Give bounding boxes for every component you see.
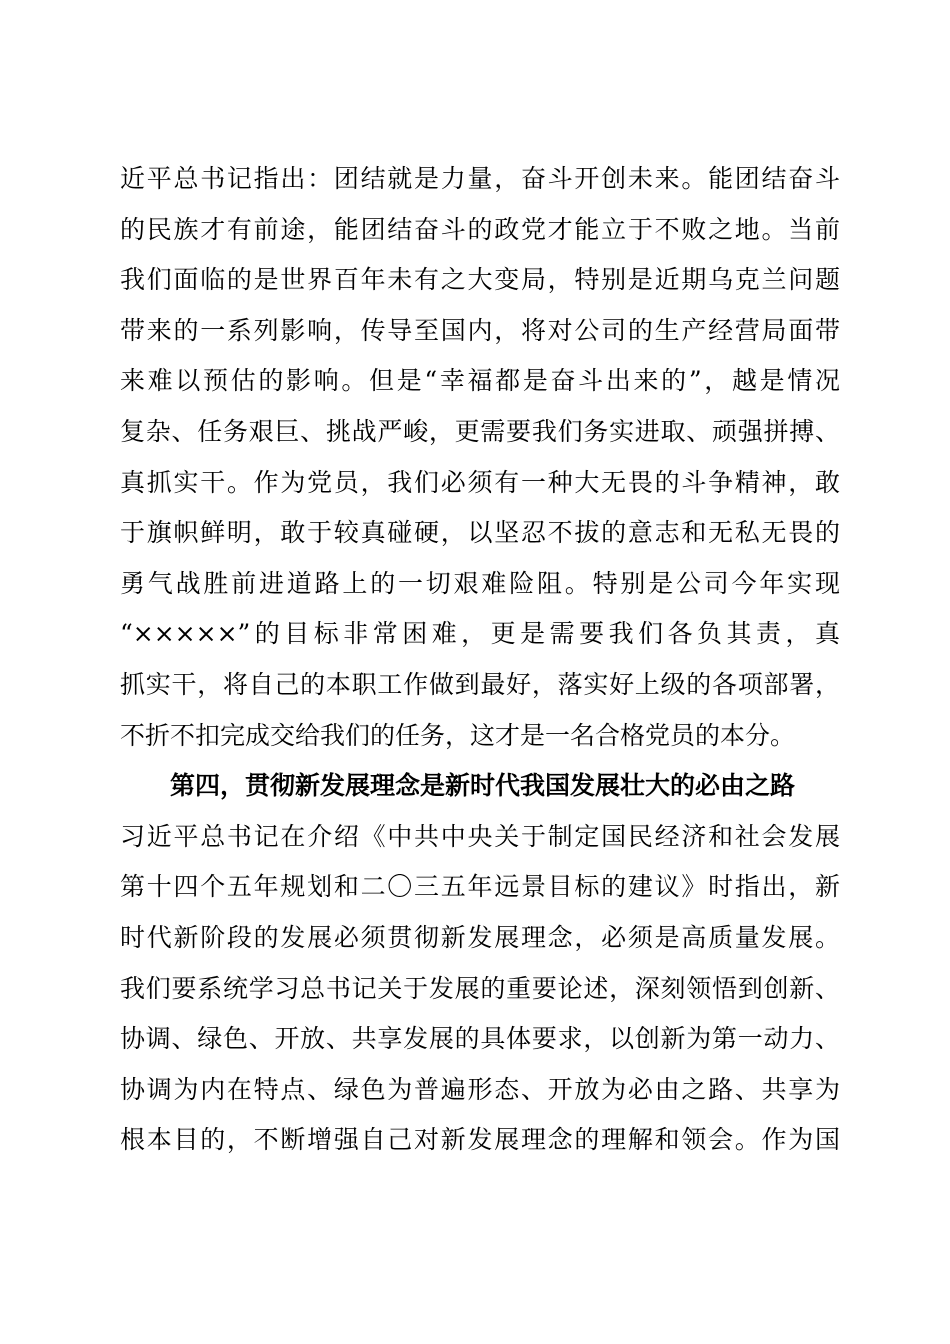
paragraph-line: 协调为内在特点、绿色为普遍形态、开放为必由之路、共享为 bbox=[120, 1074, 840, 1104]
paragraph-line: 来难以预估的影响。但是“幸福都是奋斗出来的”，越是情况 bbox=[120, 366, 840, 396]
document-body bbox=[120, 154, 840, 1166]
paragraph-line: 勇气战胜前进道路上的一切艰难险阻。特别是公司今年实现 bbox=[120, 568, 840, 598]
paragraph-line: 近平总书记指出：团结就是力量，奋斗开创未来。能团结奋斗 bbox=[120, 164, 840, 193]
paragraph-line: 根本目的，不断增强自己对新发展理念的理解和领会。作为国 bbox=[120, 1125, 840, 1155]
paragraph-line: 我们要系统学习总书记关于发展的重要论述，深刻领悟到创新、 bbox=[120, 973, 840, 1003]
paragraph-line: 带来的一系列影响，传导至国内，将对公司的生产经营局面带 bbox=[120, 315, 840, 345]
paragraph-line: 真抓实干。作为党员，我们必须有一种大无畏的斗争精神，敢 bbox=[120, 467, 840, 497]
paragraph-line: “×××××”的目标非常困难，更是需要我们各负其责，真 bbox=[120, 619, 840, 649]
paragraph-line: 的民族才有前途，能团结奋斗的政党才能立于不败之地。当前 bbox=[120, 214, 840, 244]
paragraph-line: 于旗帜鲜明，敢于较真碰硬，以坚忍不拔的意志和无私无畏的 bbox=[120, 518, 840, 548]
paragraph-line: 习近平总书记在介绍《中共中央关于制定国民经济和社会发展 bbox=[120, 821, 840, 851]
paragraph-line: 不折不扣完成交给我们的任务，这才是一名合格党员的本分。 bbox=[120, 720, 796, 750]
paragraph-line: 协调、绿色、开放、共享发展的具体要求，以创新为第一动力、 bbox=[120, 1024, 840, 1054]
paragraph-line: 时代新阶段的发展必须贯彻新发展理念，必须是高质量发展。 bbox=[120, 922, 840, 952]
paragraph-line: 复杂、任务艰巨、挑战严峻，更需要我们务实进取、顽强拼搏、 bbox=[120, 416, 840, 446]
section-heading: 第四，贯彻新发展理念是新时代我国发展壮大的必由之路 bbox=[170, 771, 796, 801]
paragraph-line: 抓实干，将自己的本职工作做到最好，落实好上级的各项部署， bbox=[120, 669, 840, 699]
paragraph-line: 第十四个五年规划和二〇三五年远景目标的建议》时指出，新 bbox=[120, 872, 840, 902]
paragraph-line: 我们面临的是世界百年未有之大变局，特别是近期乌克兰问题 bbox=[120, 265, 840, 295]
